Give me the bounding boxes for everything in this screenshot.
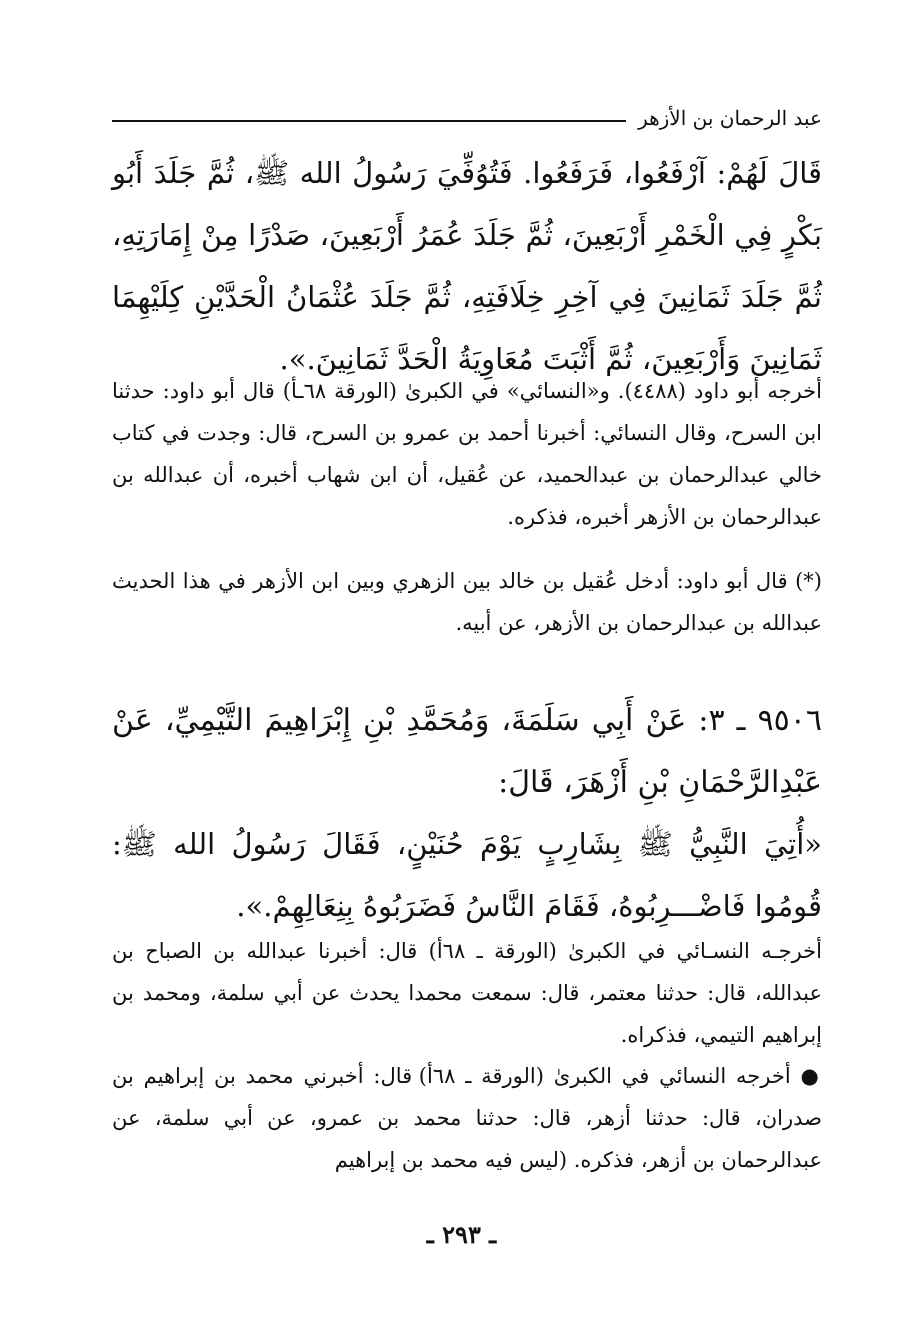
running-header — [112, 98, 822, 138]
takhrij-note-nasai-2: ● أخرجه النسائي في الكبرىٰ (الورقة ـ ٦٨أ) قال: أخبرني محمد بن إبراهيم بن صدران، قال: حدثنا أزهر، قال: حدثنا محمد بن عمرو، عن أبي سلمة، عن عبدالرحمان بن أزهر، فذكره. (ليس فيه محمد بن إبراهيم — [112, 1064, 822, 1172]
footnote-abu-dawud: (*) قال أبو داود: أدخل عُقيل بن خالد بين الزهري وبين ابن الأزهر في هذا الحديث عبدالله بن عبدالرحمان بن الأزهر، عن أبيه. — [112, 569, 822, 635]
hadith-text-9506: «أُتِيَ النَّبِيُّ ﷺ بِشَارِبٍ يَوْمَ حُنَيْنٍ، فَقَالَ رَسُولُ الله ﷺ: قُومُوا فَاضْـــرِبُوهُ، فَقَامَ النَّاسُ فَضَرَبُوهُ بِنِعَالِهِمْ.». — [112, 827, 822, 923]
hadith-text-continued: قَالَ لَهُمْ: آرْفَعُوا، فَرَفَعُوا. فَتُوُفِّيَ رَسُولُ الله ﷺ، ثُمَّ جَلَدَ أَبُو بَكْرٍ فِي الْخَمْرِ أَرْبَعِينَ، ثُمَّ جَلَدَ عُمَرُ أَرْبَعِينَ، صَدْرًا مِنْ إِمَارَتِهِ، ثُمَّ جَلَدَ ثَمَانِينَ فِي آخِرِ خِلَافَتِهِ، ثُمَّ جَلَدَ عُثْمَانُ الْحَدَّيْنِ كِلَيْهِمَا ثَمَانِينَ وَأَرْبَعِينَ، ثُمَّ أَثْبَتَ مُعَاوِيَةُ الْحَدَّ ثَمَانِينَ.». — [112, 156, 822, 376]
hadith-heading-9506: ٩٥٠٦ ـ ٣: عَنْ أَبِي سَلَمَةَ، وَمُحَمَّدِ بْنِ إِبْرَاهِيمَ التَّيْمِيِّ، عَنْ عَبْدِالرَّحْمَانِ بْنِ أَزْهَرَ، قَالَ: — [112, 703, 822, 800]
takhrij-note-nasai-1: أخرجـه النسـائي في الكبرىٰ (الورقة ـ ٦٨أ) قال: أخبرنا عبدالله بن الصباح بن عبدالله، قال: حدثنا معتمر، قال: سمعت محمدا يحدث عن أبي سلمة، ومحمد بن إبراهيم التيمي، فذكراه. — [112, 939, 822, 1047]
header-rule — [112, 120, 626, 122]
page-number: ـ ٢٩٣ ـ — [426, 1220, 497, 1249]
takhrij-note: أخرجه أبو داود (٤٤٨٨). و«النسائي» في الكبرىٰ (الورقة ٦٨ـأ) قال أبو داود: حدثنا ابن السرح، وقال النسائي: أخبرنا أحمد بن عمرو بن السرح، قال: وجدت في كتاب خالي عبدالرحمان بن عبدالحميد، عن عُقيل، أن ابن شهاب أخبره، أن عبدالله بن عبدالرحمان بن الأزهر أخبره، فذكره. — [112, 379, 822, 529]
running-head-title: عبد الرحمان بن الأزهر — [638, 106, 822, 130]
